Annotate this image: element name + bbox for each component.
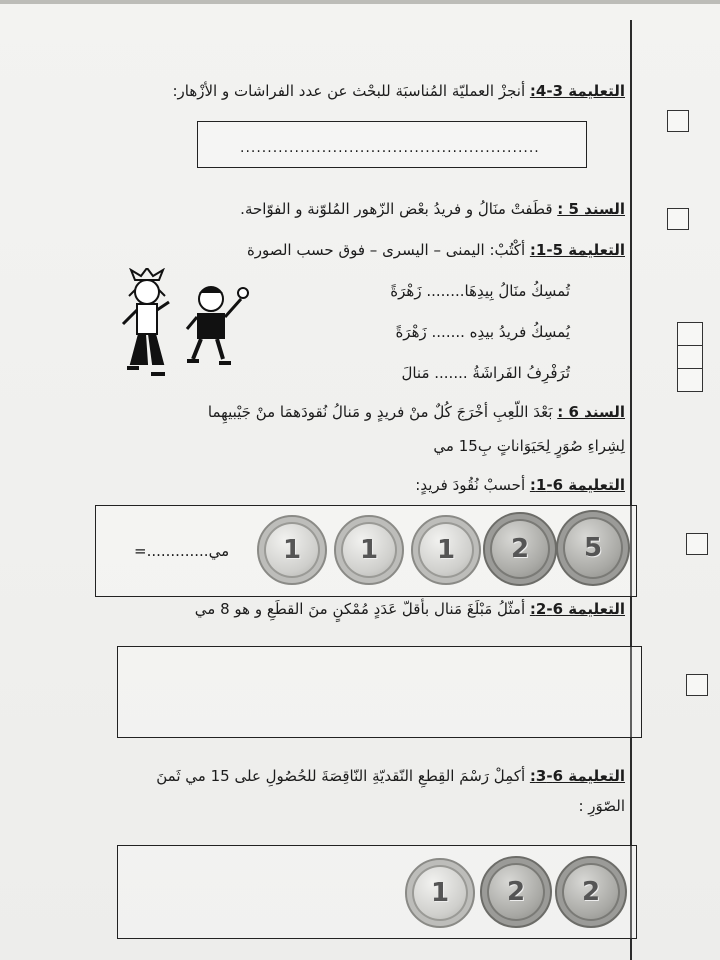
fill-line-2: يُمسِكُ فريدُ بيدِه ....... زَهْرَةً: [395, 323, 570, 341]
coin-value: 1: [430, 878, 450, 908]
sanad-5: [240, 200, 625, 218]
answer-box-6-2[interactable]: [117, 646, 642, 738]
instruction-label: التعليمة 6-3:: [529, 767, 625, 785]
sanad-label: السند 6 :: [557, 403, 625, 421]
page-top-edge: [0, 0, 720, 4]
coin-value: 2: [510, 534, 530, 564]
fill-line-1: تُمسِكُ منَالُ بِيدِهَا........ زَهْرَةً: [390, 282, 570, 300]
coin-2-millime: [555, 856, 627, 928]
grade-checkbox-stack[interactable]: [677, 322, 703, 392]
instruction-3-4: [172, 82, 625, 100]
coin-1-millime: [334, 515, 404, 585]
grade-checkbox-2[interactable]: [667, 208, 689, 230]
coin-1-millime: [411, 515, 481, 585]
answer-dots: .......................................................: [240, 140, 540, 156]
coin-value: 1: [359, 535, 379, 565]
coin-value: 1: [436, 535, 456, 565]
instruction-label: التعليمة 6-2:: [529, 600, 625, 618]
instruction-text: أكْتُبْ: اليمنى – اليسرى – فوق حسب الصورة: [246, 241, 530, 259]
instruction-label: التعليمة 6-1:: [529, 476, 625, 494]
coin-1-millime: [405, 858, 475, 928]
margin-line: [630, 20, 632, 960]
instruction-text: أمثّلُ مَبْلَغَ مَنال بأقلّ عَدَدٍ مُمْكنٍ منَ القطَعِ و هو 8 مي: [194, 600, 530, 618]
instruction-6-2: [195, 600, 625, 618]
instruction-text: أنجزْ العمليّة المُناسبَة للبحْث عن عدد الفراشات و الأزْهار:: [172, 82, 530, 100]
answer-box-3-4[interactable]: [197, 121, 587, 168]
coin-2-millime: [480, 856, 552, 928]
sanad-6: [208, 403, 625, 421]
instruction-5-1: [247, 241, 625, 259]
coin-value: 5: [583, 533, 603, 563]
instruction-6-3-line2: الصّوَرِ :: [578, 797, 625, 815]
grade-checkbox-4[interactable]: [686, 674, 708, 696]
grade-checkbox-3[interactable]: [686, 533, 708, 555]
coin-value: 2: [506, 877, 526, 907]
coin-value: 2: [581, 877, 601, 907]
sanad-text: قطَفتْ منَالُ و فريدُ بعْض الزّهور المُلوّنة و الفوّاحة.: [240, 200, 558, 218]
instruction-text: أكمِلْ رَسْمَ القِطعِ النّقديّةِ النّاقِصَةَ للحُصُولِ على 15 مي ثَمنَ: [156, 767, 530, 785]
boy-figure-illustration: [183, 283, 253, 368]
coin-2-millime: [483, 512, 557, 586]
instruction-text: أحسبْ نُقُودَ فريدٍ:: [415, 476, 530, 494]
instruction-6-1: [415, 476, 625, 494]
sum-answer[interactable]: =.............مي: [134, 542, 230, 560]
grade-checkbox-1[interactable]: [667, 110, 689, 132]
fill-line-3: تُرَفْرِفُ الفَراشَةُ ....... مَنالَ: [401, 364, 570, 382]
coin-5-millime: [556, 510, 630, 586]
coin-value: 1: [282, 535, 302, 565]
sanad-text: بَعْدَ اللّعِبِ أخْرَجَ كُلٌ منْ فريدٍ و مَنالُ نُقودَهمَا منْ جَيْبيهِما: [207, 403, 558, 421]
girl-figure-illustration: [117, 268, 177, 383]
instruction-label: التعليمة 3-4:: [529, 82, 625, 100]
sanad-6-line2: لِشِراءِ صُوَرٍ لِحَيَوَاناتٍ بِ15 مي: [433, 437, 625, 455]
instruction-6-3: [156, 767, 625, 785]
coin-1-millime: [257, 515, 327, 585]
sanad-label: السند 5 :: [557, 200, 625, 218]
instruction-label: التعليمة 5-1:: [529, 241, 625, 259]
